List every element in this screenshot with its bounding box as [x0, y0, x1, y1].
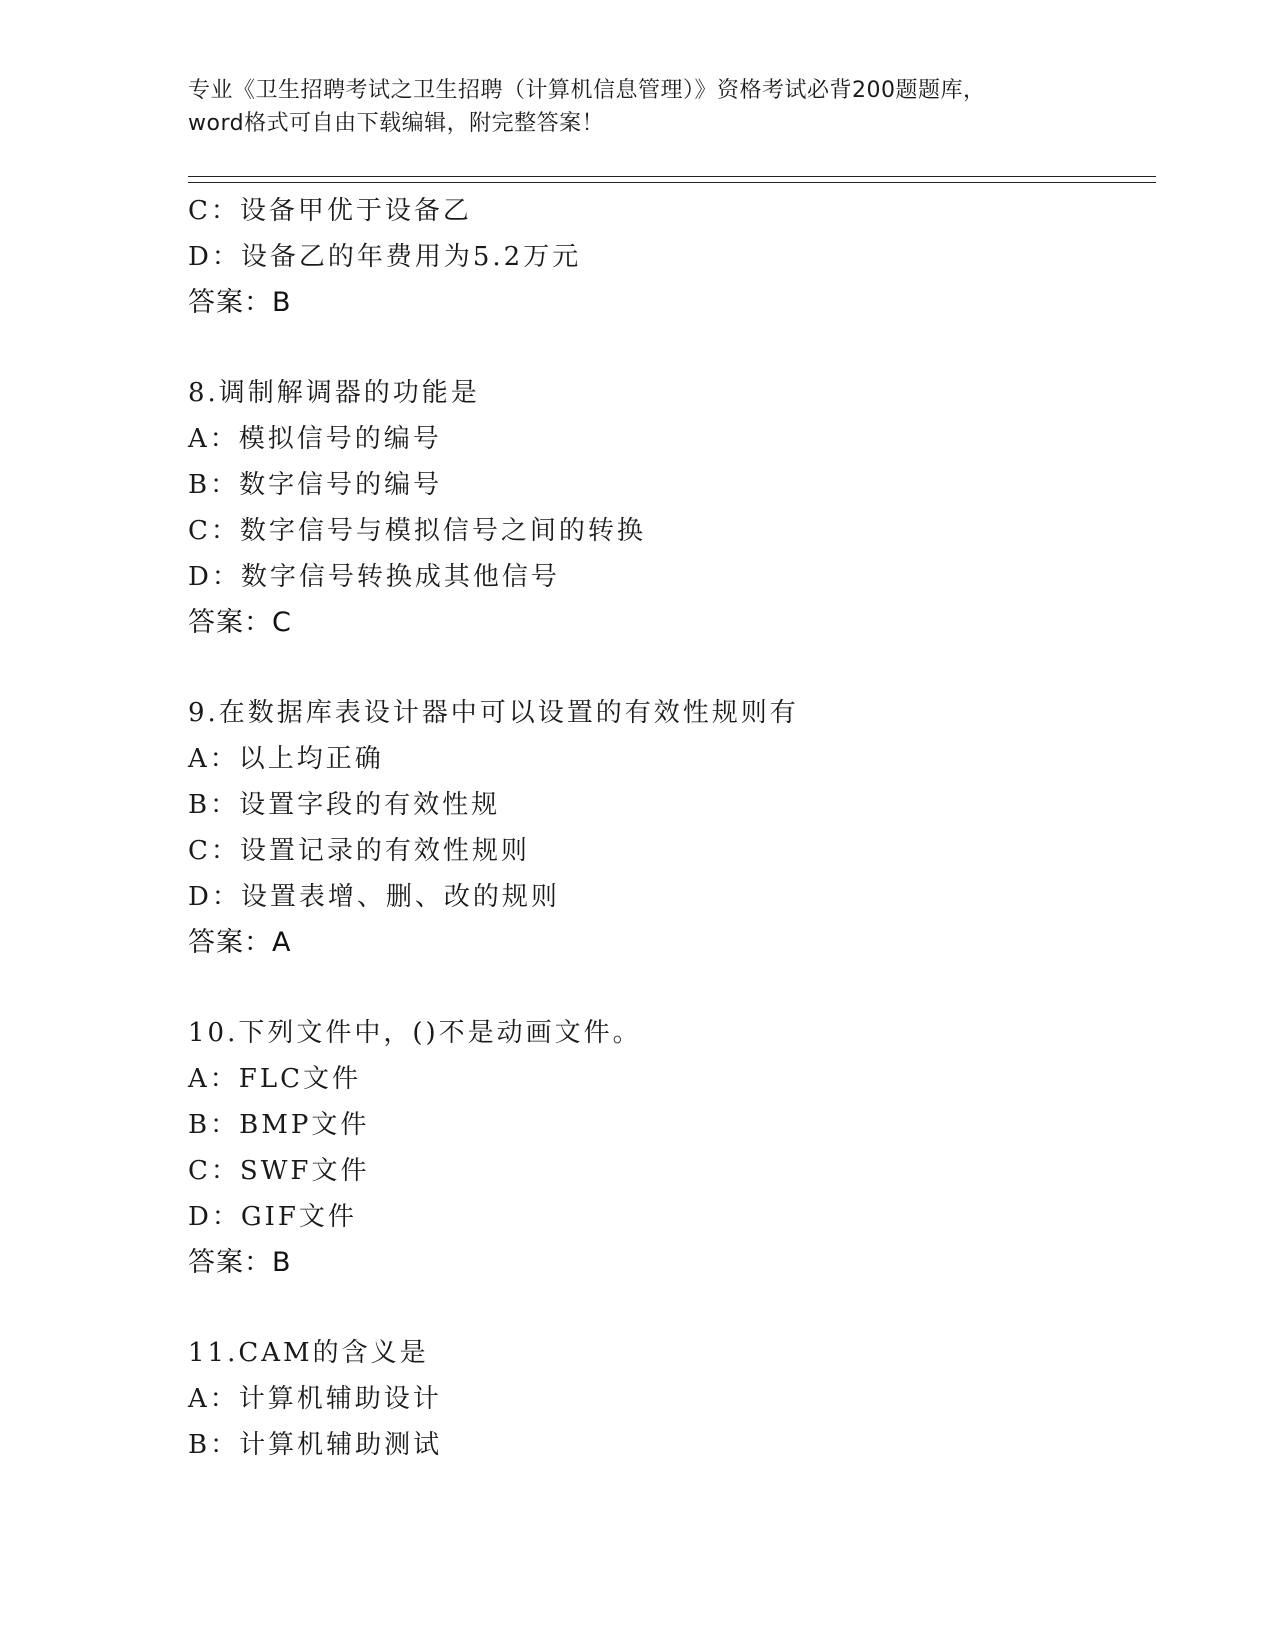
question-block-9 [188, 690, 1148, 966]
option-c: C：设置记录的有效性规则 [188, 836, 530, 866]
header-title-line-1: 专业《卫生招聘考试之卫生招聘（计算机信息管理）》资格考试必背200题题库， [188, 78, 986, 103]
question-text: 10.下列文件中，()不是动画文件。 [188, 1018, 642, 1048]
question-block-10 [188, 1010, 1148, 1286]
option-c: C：设备甲优于设备乙 [188, 196, 472, 226]
question-text: 8.调制解调器的功能是 [188, 378, 480, 408]
option-d: D：设置表增、删、改的规则 [188, 882, 560, 912]
option-b: B：设置字段的有效性规 [188, 790, 501, 820]
question-text: 11.CAM的含义是 [188, 1338, 429, 1368]
spacer [188, 326, 1148, 370]
answer-label: 答案：B [188, 1247, 292, 1278]
spacer [188, 646, 1148, 690]
header-divider-bottom [188, 182, 1156, 183]
option-a: A：以上均正确 [188, 744, 384, 774]
spacer [188, 966, 1148, 1010]
question-text: 9.在数据库表设计器中可以设置的有效性规则有 [188, 698, 799, 728]
document-header [188, 74, 1088, 140]
spacer [188, 1286, 1148, 1330]
option-c: C：数字信号与模拟信号之间的转换 [188, 516, 646, 546]
option-d: D：数字信号转换成其他信号 [188, 562, 560, 592]
answer-label: 答案：B [188, 287, 292, 318]
option-a: A：FLC文件 [188, 1064, 361, 1094]
answer-label: 答案：C [188, 607, 292, 638]
option-a: A：计算机辅助设计 [188, 1384, 442, 1414]
option-b: B：数字信号的编号 [188, 470, 443, 500]
option-b: B：计算机辅助测试 [188, 1430, 443, 1460]
question-block-11 [188, 1330, 1148, 1468]
question-list [188, 188, 1148, 1468]
option-d: D：GIF文件 [188, 1202, 357, 1232]
option-d: D：设备乙的年费用为5.2万元 [188, 242, 582, 272]
option-a: A：模拟信号的编号 [188, 424, 442, 454]
question-block-8 [188, 370, 1148, 646]
option-c: C：SWF文件 [188, 1156, 370, 1186]
option-b: B：BMP文件 [188, 1110, 370, 1140]
header-divider-top [188, 176, 1156, 177]
question-block-7 [188, 188, 1148, 326]
header-title-line-2: word格式可自由下载编辑，附完整答案！ [188, 111, 605, 136]
answer-label: 答案：A [188, 927, 292, 958]
